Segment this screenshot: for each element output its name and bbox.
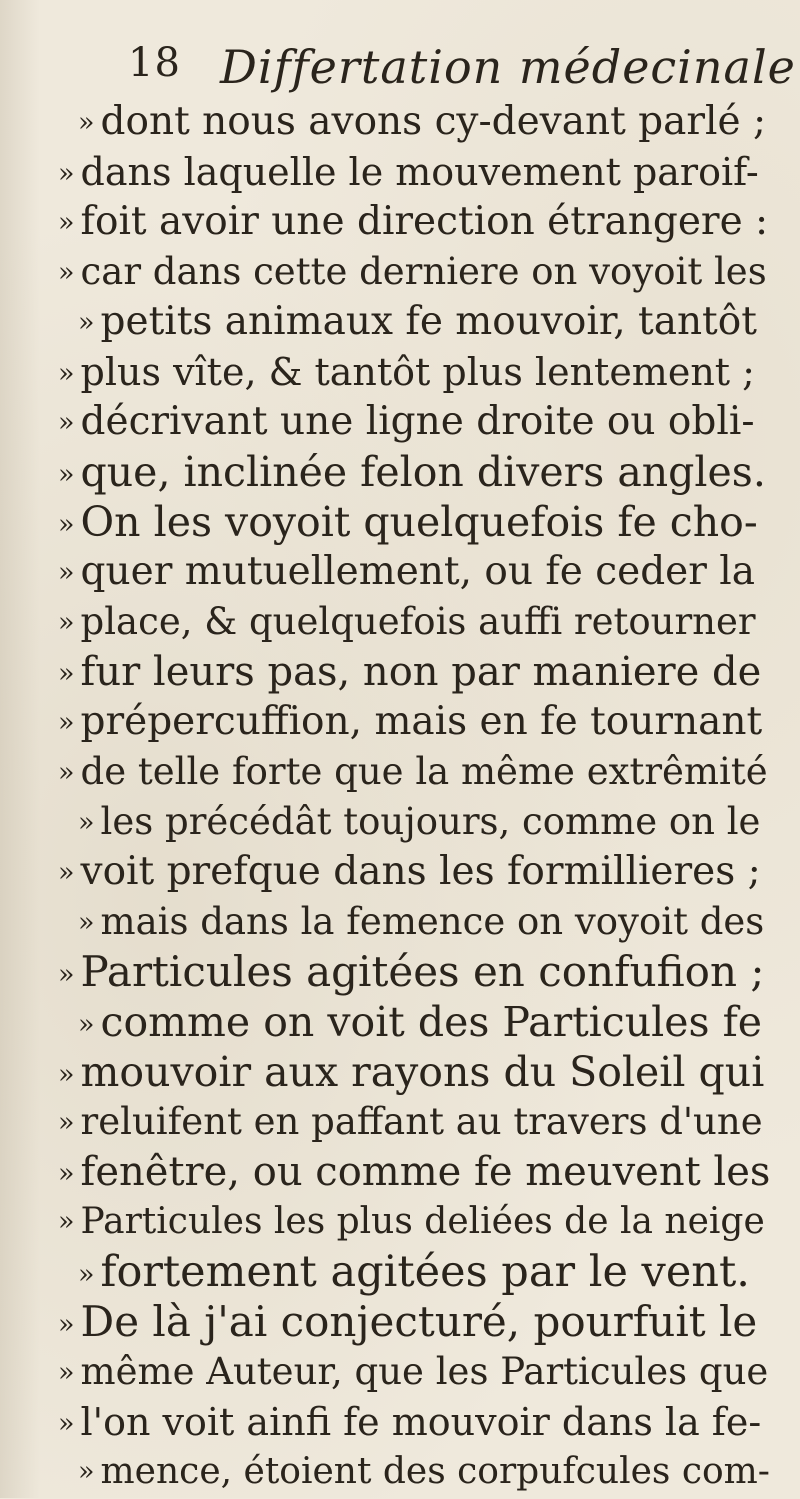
line-text: Particules les plus deliées de la neige [80, 1201, 765, 1242]
line-text: De là j'ai conjecturé, pourfuit le [80, 1297, 758, 1346]
text-line [78, 95, 766, 149]
text-line [58, 395, 755, 449]
quotation-mark: » [58, 358, 75, 389]
text-line [58, 1395, 761, 1449]
text-line [58, 1295, 757, 1349]
text-line [78, 895, 764, 949]
quotation-mark: » [58, 509, 75, 540]
text-line [58, 945, 765, 999]
quotation-mark: » [58, 1408, 75, 1439]
quotation-mark: » [58, 707, 75, 738]
quotation-mark: » [78, 807, 95, 838]
quotation-mark: » [58, 1357, 75, 1388]
text-line [58, 1345, 768, 1399]
quotation-mark: » [58, 407, 75, 438]
line-text: Particules agitées en confufion ; [80, 947, 765, 996]
quotation-mark: » [58, 1059, 75, 1090]
text-line [58, 595, 756, 649]
page-edge-shadow [0, 0, 40, 1498]
line-text: que, inclinée felon divers angles. [80, 448, 766, 496]
line-text: place, & quelquefois auffi retourner [80, 600, 756, 643]
running-title: Differtation médecinale [220, 40, 796, 94]
line-text: de telle forte que la même extrêmité [80, 750, 768, 793]
quotation-mark: » [78, 907, 95, 938]
text-line [58, 545, 755, 599]
line-text: mence, étoient des corpufcules com- [100, 1451, 770, 1492]
line-text: les précédât toujours, comme on le [100, 800, 761, 843]
line-text: car dans cette derniere on voyoit les [80, 250, 767, 293]
line-text: comme on voit des Particules fe [100, 998, 763, 1046]
text-line [78, 795, 760, 849]
text-line [58, 195, 768, 249]
quotation-mark: » [78, 107, 95, 138]
text-line [78, 995, 762, 1049]
quotation-mark: » [58, 1107, 75, 1138]
line-text: quer mutuellement, ou fe ceder la [80, 549, 756, 594]
line-text: On les voyoit quelquefois fe cho- [80, 498, 758, 546]
text-line [58, 745, 768, 799]
line-text: fur leurs pas, non par maniere de [80, 649, 762, 695]
page-number: 18 [128, 40, 181, 86]
text-line [58, 845, 761, 899]
text-line [58, 495, 758, 549]
line-text: l'on voit ainfi fe mouvoir dans la fe- [80, 1400, 762, 1444]
quotation-mark: » [78, 1009, 95, 1040]
quotation-mark: » [58, 557, 75, 588]
quotation-mark: » [58, 1309, 75, 1340]
quotation-mark: » [58, 257, 75, 288]
line-text: fortement agitées par le vent. [100, 1247, 750, 1297]
text-line [58, 1145, 770, 1199]
text-line [58, 145, 759, 199]
text-line [58, 245, 767, 299]
text-line [58, 645, 761, 699]
quotation-mark: » [58, 757, 75, 788]
quotation-mark: » [78, 1259, 95, 1290]
text-line [58, 345, 755, 399]
line-text: décrivant une ligne droite ou obli- [80, 399, 755, 444]
quotation-mark: » [78, 1456, 95, 1487]
line-text: dont nous avons cy-devant parlé ; [100, 99, 767, 144]
quotation-mark: » [58, 658, 75, 689]
quotation-mark: » [58, 207, 75, 238]
quotation-mark: » [58, 857, 75, 888]
quotation-mark: » [58, 459, 75, 490]
text-line [58, 695, 762, 749]
text-line [78, 1445, 770, 1499]
text-line [78, 295, 757, 349]
line-text: foit avoir une direction étrangere : [80, 199, 769, 244]
line-text: plus vîte, & tantôt plus lentement ; [80, 350, 755, 394]
text-line [58, 1045, 764, 1099]
line-text: reluifent en paffant au travers d'une [80, 1100, 763, 1143]
quotation-mark: » [58, 959, 75, 990]
line-text: voit prefque dans les formillieres ; [80, 849, 761, 894]
text-line [58, 445, 766, 499]
text-line [58, 1195, 765, 1249]
page-header [128, 40, 796, 100]
line-text: mouvoir aux rayons du Soleil qui [80, 1048, 765, 1096]
line-text: mais dans la femence on voyoit des [100, 900, 765, 943]
line-text: prépercuffion, mais en fe tournant [80, 699, 763, 744]
line-text: petits animaux fe mouvoir, tantôt [100, 299, 757, 344]
quotation-mark: » [58, 158, 75, 189]
text-line [58, 1095, 763, 1149]
quotation-mark: » [58, 1206, 75, 1237]
line-text: dans laquelle le mouvement paroif- [80, 150, 759, 194]
text-line [78, 1245, 750, 1299]
quotation-mark: » [78, 307, 95, 338]
line-text: même Auteur, que les Particules que [80, 1350, 769, 1393]
quotation-mark: » [58, 1158, 75, 1189]
quotation-mark: » [58, 607, 75, 638]
line-text: fenêtre, ou comme fe meuvent les [80, 1149, 771, 1195]
